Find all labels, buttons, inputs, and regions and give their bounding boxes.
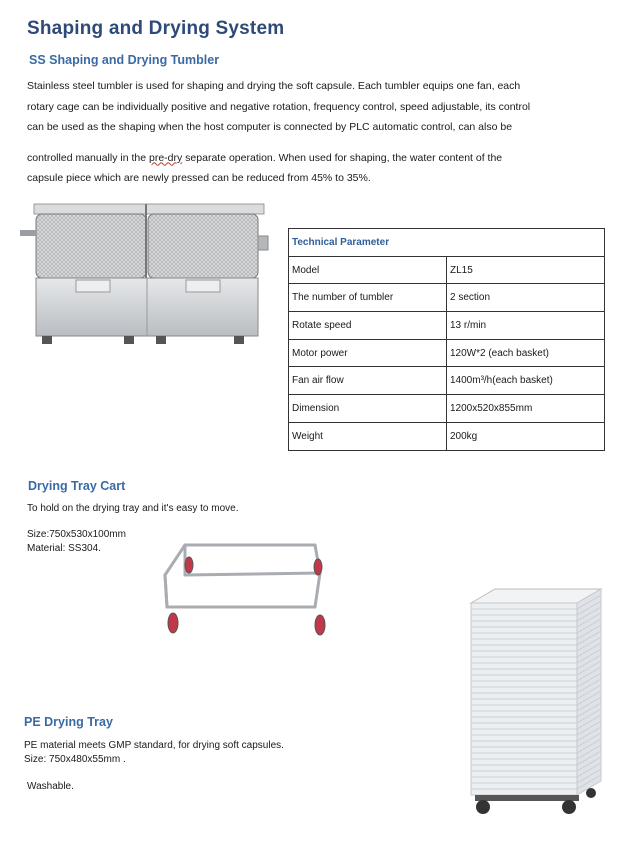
param-name: Motor power [289,339,447,367]
table-header-row [289,229,605,257]
param-value: 120W*2 (each basket) [447,339,605,367]
tumbler-line-3: can be used as the shaping when the host computer is connected by PLC automatic control, can also be [27,121,513,133]
pe-description: PE material meets GMP standard, for drying soft capsules. [24,740,284,751]
table-row [289,256,605,284]
param-name: The number of tumbler [289,284,447,312]
table-row [289,312,605,340]
tumbler-machine-image [20,200,275,350]
param-name: Model [289,256,447,284]
pe-size: Size: 750x480x55mm . [24,754,126,765]
tumbler-line-4 [27,148,617,169]
tumbler-line-5: capsule piece which are newly pressed can be reduced from 45% to 35%. [27,172,371,184]
line4-b: separate operation. When used for shaping, the water content of the [182,151,503,164]
technical-parameter-table [288,228,605,451]
param-name: Dimension [289,395,447,423]
table-row [289,339,605,367]
table-row [289,422,605,450]
page-title: Shaping and Drying System [27,18,285,39]
param-name: Weight [289,422,447,450]
table-header: Technical Parameter [289,229,605,257]
param-value: 1200x520x855mm [447,395,605,423]
param-name: Rotate speed [289,312,447,340]
line4-predry: pre-dry [149,151,183,164]
cart-description: To hold on the drying tray and it's easy to move. [27,503,239,514]
tumbler-heading: SS Shaping and Drying Tumbler [29,53,220,67]
cart-size: Size:750x530x100mm [27,529,126,540]
tumbler-line-2: rotary cage can be individually positive and negative rotation, frequency control, speed adjustable, its control [27,100,531,113]
param-value: 200kg [447,422,605,450]
cart-material: Material: SS304. [27,543,101,554]
param-value: 1400m³/h(each basket) [447,367,605,395]
param-value: 13 r/min [447,312,605,340]
tumbler-description [27,76,617,189]
table-row [289,395,605,423]
param-name: Fan air flow [289,367,447,395]
pe-tray-stack-image [465,585,605,820]
pe-heading: PE Drying Tray [24,715,113,729]
line4-a: controlled manually in the [27,151,149,164]
table-row [289,367,605,395]
cart-heading: Drying Tray Cart [28,479,126,493]
param-value: 2 section [447,284,605,312]
tumbler-line-1: Stainless steel tumbler is used for shaping and drying the soft capsule. Each tumbler equips one fan, each [27,80,521,92]
table-row [289,284,605,312]
tray-cart-image [155,535,330,645]
pe-washable: Washable. [27,781,74,792]
param-value: ZL15 [447,256,605,284]
